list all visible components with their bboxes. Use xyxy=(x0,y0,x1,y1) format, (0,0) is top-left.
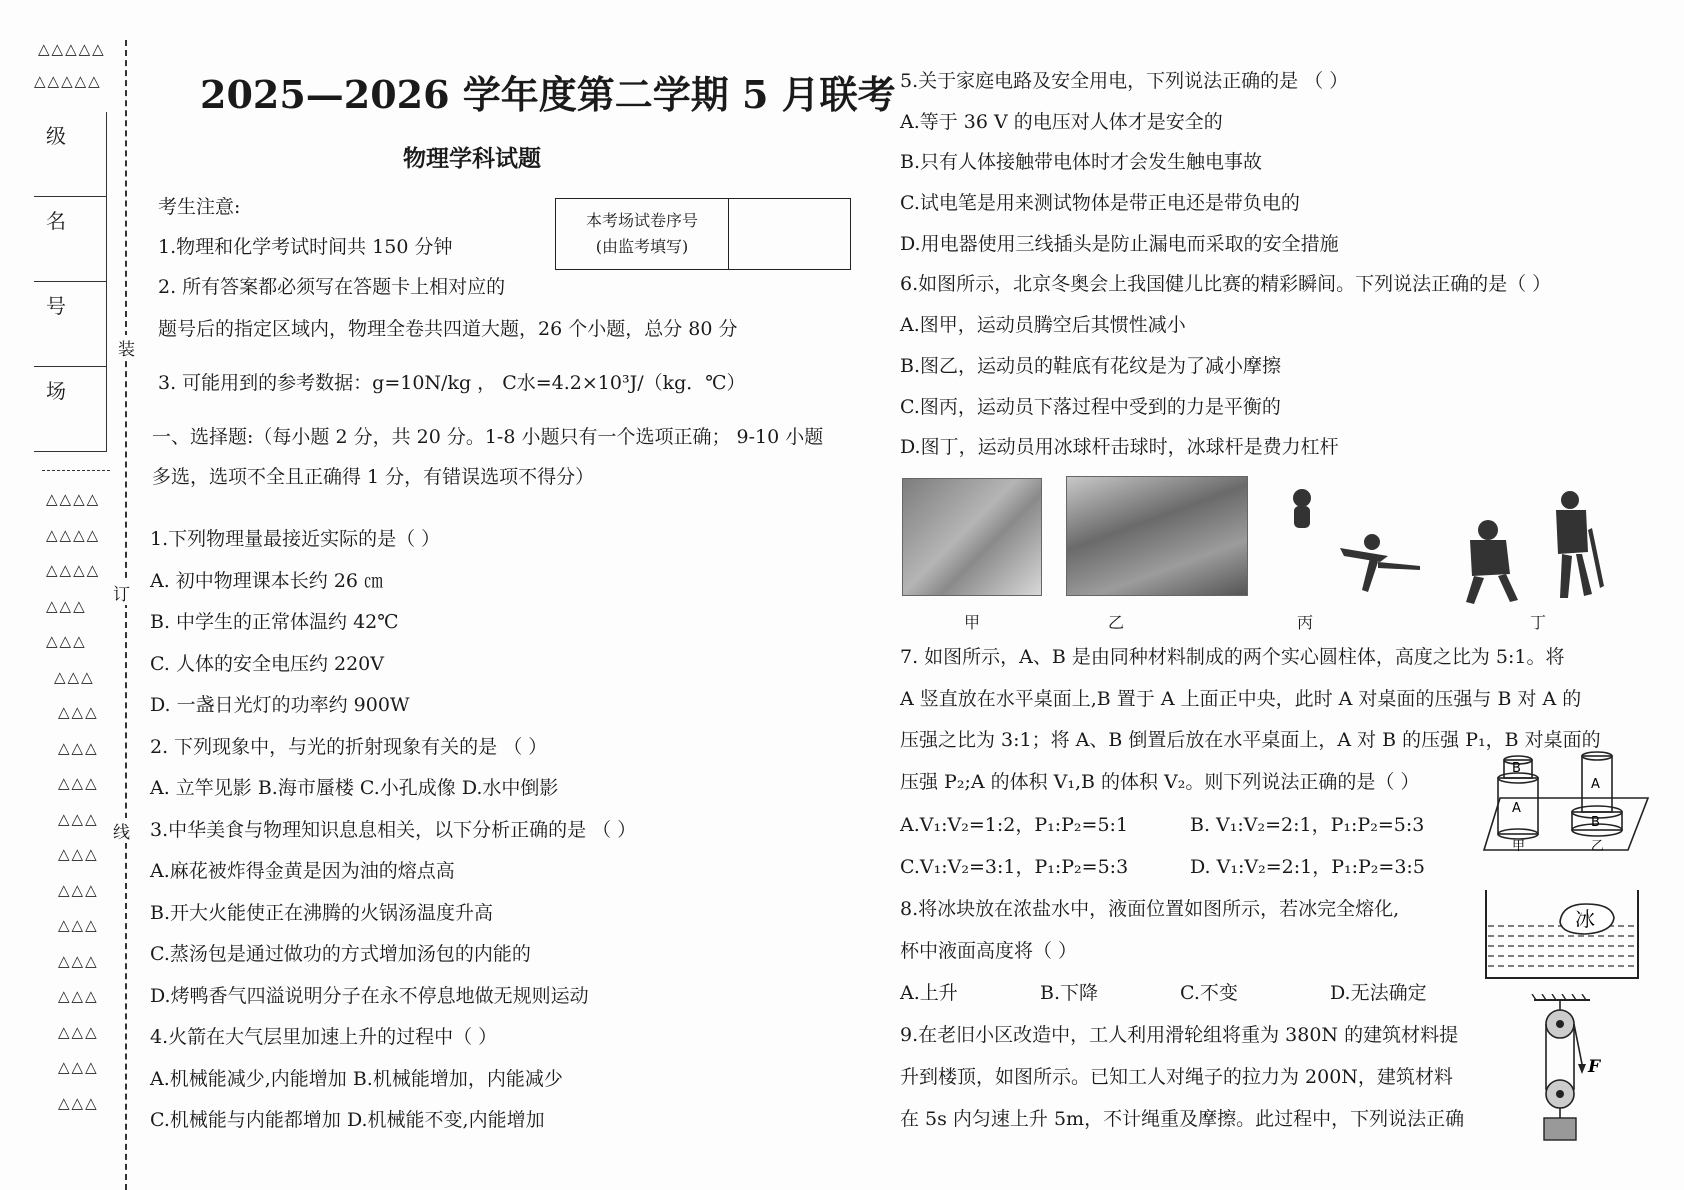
photo-yi xyxy=(1066,476,1248,596)
cyl-b-label-left: B xyxy=(1512,761,1521,776)
question-line: A.等于 36 V 的电压对人体才是安全的 xyxy=(900,110,1223,133)
triangle-row: △△△ xyxy=(58,774,99,792)
question-line: C. 人体的安全电压约 220V xyxy=(150,652,384,675)
fig-label-jia: 甲 xyxy=(1512,839,1526,854)
caption-jia: 甲 xyxy=(964,613,981,632)
question-line: A. 立竿见影 B.海市蜃楼 C.小孔成像 D.水中倒影 xyxy=(150,777,559,799)
q8-option-d: D.无法确定 xyxy=(1330,982,1427,1004)
triangle-row: △△△ xyxy=(46,596,87,615)
seat-number-value xyxy=(729,199,851,270)
caption-ding: 丁 xyxy=(1530,613,1547,632)
field-class xyxy=(34,112,106,197)
q7-option-a: A.V₁:V₂=1:2，P₁:P₂=5:1 xyxy=(900,814,1129,836)
field-name xyxy=(34,197,106,282)
triangle-row: △△△△ xyxy=(46,561,101,579)
field-number xyxy=(34,282,106,367)
question-line: B.图乙，运动员的鞋底有花纹是为了减小摩擦 xyxy=(900,354,1282,377)
binding-word-xian: 线 xyxy=(113,818,130,843)
triangle-row: △△△ xyxy=(58,987,99,1005)
seat-label-line1: 本考场试卷序号 xyxy=(585,211,698,230)
question-line: 4.火箭在大气层里加速上升的过程中（ ） xyxy=(150,1026,498,1048)
binding-word-zhuang: 装 xyxy=(118,335,135,360)
notes-item-1: 1.物理和化学考试时间共 150 分钟 xyxy=(158,236,453,258)
cyl-a-label-right: A xyxy=(1591,777,1600,792)
notes-item-2-line2: 题号后的指定区域内，物理全卷共四道大题，26 个小题，总分 80 分 xyxy=(158,318,738,340)
page-subtitle: 物理学科试题 xyxy=(403,145,541,172)
triangle-row: △△△△ xyxy=(46,525,101,544)
question-line: D. 一盏日光灯的功率约 900W xyxy=(150,694,410,716)
question-line: A.机械能减少,内能增加 B.机械能增加，内能减少 xyxy=(150,1067,563,1090)
margin-triangle-column xyxy=(46,490,100,1129)
question-line: A.图甲，运动员腾空后其惯性减小 xyxy=(900,314,1186,337)
q8-option-c: C.不变 xyxy=(1180,982,1238,1004)
margin-divider xyxy=(42,470,110,471)
table-top xyxy=(1484,798,1648,850)
question-line: B. 中学生的正常体温约 42℃ xyxy=(150,611,399,633)
force-f-label: F xyxy=(1588,1057,1601,1077)
question-line: A 竖直放在水平桌面上,B 置于 A 上面正中央，此时 A 对桌面的压强与 B 对 A 的 xyxy=(900,687,1582,710)
q8-line-1: 8.将冰块放在浓盐水中，液面位置如图所示，若冰完全熔化, xyxy=(900,898,1400,920)
right-question-list xyxy=(900,66,1551,473)
section1-heading-line1: 一、选择题:（每小题 2 分，共 20 分。1-8 小题只有一个选项正确； 9-10 小题 xyxy=(152,426,824,448)
fig-label-yi: 乙 xyxy=(1591,839,1605,854)
question-line: B.只有人体接触带电体时才会发生触电事故 xyxy=(900,151,1263,174)
q8-option-a: A.上升 xyxy=(900,982,958,1004)
question-line: 升到楼顶，如图所示。已知工人对绳子的拉力为 200N，建筑材料 xyxy=(900,1066,1453,1088)
question-line: 压强之比为 3:1；将 A、B 倒置后放在水平桌面上，A 对 B 的压强 P₁，B 对桌面的 xyxy=(900,729,1601,752)
question-line: C.蒸汤包是通过做功的方式增加汤包的内能的 xyxy=(150,943,531,965)
question-line: C.图丙，运动员下落过程中受到的力是平衡的 xyxy=(900,395,1281,418)
binding-fields xyxy=(34,112,107,452)
triangle-row: △△△ xyxy=(54,667,95,686)
page-title: 2025—2026 学年度第二学期 5 月联考 xyxy=(200,72,896,117)
question-line: D.用电器使用三线插头是防止漏电而采取的安全措施 xyxy=(900,232,1339,255)
field-room-label: 场 xyxy=(46,379,66,403)
binding-line xyxy=(125,40,127,1190)
triangle-row: △△△ xyxy=(58,845,99,863)
q7-option-d: D. V₁:V₂=2:1，P₁:P₂=3:5 xyxy=(1190,856,1425,878)
question-line: A. 初中物理课本长约 26 ㎝ xyxy=(150,569,384,592)
q7-option-c: C.V₁:V₂=3:1，P₁:P₂=5:3 xyxy=(900,856,1129,878)
q7-cylinders-figure xyxy=(1478,750,1658,854)
triangle-row: △△△ xyxy=(58,1058,99,1076)
section1-heading-line2: 多选，选项不全且正确得 1 分，有错误选项不得分） xyxy=(152,466,595,488)
question-line: 2. 下列现象中，与光的折射现象有关的是 （ ） xyxy=(150,735,548,758)
notes-item-3: 3. 可能用到的参考数据：g=10N/kg ， C水=4.2×10³J/（kg．℃） xyxy=(158,372,746,394)
triangle-row: △△△ xyxy=(58,951,99,970)
q9-pulley-figure xyxy=(1520,994,1620,1144)
question-line: B.开大火能使正在沸腾的火锅汤温度升高 xyxy=(150,901,494,924)
q8-line-2: 杯中液面高度将（ ） xyxy=(900,940,1078,962)
seat-label-line2: (由监考填写) xyxy=(595,237,689,256)
question-line: 在 5s 内匀速上升 5m，不计绳重及摩擦。此过程中，下列说法正确 xyxy=(900,1108,1465,1130)
question-line: 压强 P₂;A 的体积 V₁,B 的体积 V₂。则下列说法正确的是（ ） xyxy=(900,771,1420,794)
seat-number-label xyxy=(556,199,729,270)
question-line: 6.如图所示，北京冬奥会上我国健儿比赛的精彩瞬间。下列说法正确的是（ ） xyxy=(900,273,1552,296)
question-line: C.试电笔是用来测试物体是带正电还是带负电的 xyxy=(900,192,1300,215)
binding-word-ding: 订 xyxy=(113,580,130,605)
q7-option-b: B. V₁:V₂=2:1，P₁:P₂=5:3 xyxy=(1190,814,1425,836)
cyl-b-label-right: B xyxy=(1591,815,1600,830)
photo-bing-ding xyxy=(1270,470,1640,610)
question-line: 3.中华美食与物理知识息息相关，以下分析正确的是 （ ） xyxy=(150,818,637,841)
notes-item-2-line1: 2. 所有答案都必须写在答题卡上相对应的 xyxy=(158,276,506,298)
caption-bing: 丙 xyxy=(1297,613,1314,632)
field-number-label: 号 xyxy=(46,294,66,318)
field-name-label: 名 xyxy=(46,209,66,233)
seat-number-box xyxy=(555,198,851,270)
triangle-row: △△△ xyxy=(58,880,99,899)
ice-label: 冰 xyxy=(1575,907,1595,931)
cyl-a-label-left: A xyxy=(1512,801,1521,816)
triangle-row: △△△ xyxy=(46,632,87,650)
question-line: 5.关于家庭电路及安全用电，下列说法正确的是 （ ） xyxy=(900,70,1349,92)
caption-yi: 乙 xyxy=(1108,613,1125,632)
q8-ice-cup-figure xyxy=(1482,888,1642,980)
q8-option-b: B.下降 xyxy=(1040,982,1099,1004)
margin-triangles-top-1: △△△△△ xyxy=(38,40,106,58)
question-line: D.图丁，运动员用冰球杆击球时，冰球杆是费力杠杆 xyxy=(900,436,1339,459)
triangle-row: △△△ xyxy=(58,809,99,828)
field-room xyxy=(34,367,106,452)
question-line: A.麻花被炸得金黄是因为油的熔点高 xyxy=(150,860,455,882)
triangle-row: △△△ xyxy=(58,916,99,934)
left-question-list xyxy=(150,524,636,1147)
photo-jia xyxy=(902,478,1042,596)
triangle-row: △△△△ xyxy=(46,490,101,508)
triangle-row: △△△ xyxy=(58,1093,99,1112)
notes-heading: 考生注意: xyxy=(158,196,241,218)
triangle-row: △△△ xyxy=(58,1022,99,1041)
question-line: C.机械能与内能都增加 D.机械能不变,内能增加 xyxy=(150,1109,545,1131)
skater-silhouettes xyxy=(1293,489,1604,604)
question-line: 1.下列物理量最接近实际的是（ ） xyxy=(150,528,441,550)
margin-triangles-top-2: △△△△△ xyxy=(34,72,102,90)
triangle-row: △△△ xyxy=(58,703,99,721)
field-class-label: 级 xyxy=(46,124,66,148)
question-line: D.烤鸭香气四溢说明分子在永不停息地做无规则运动 xyxy=(150,984,589,1007)
question-line: 7. 如图所示，A、B 是由同种材料制成的两个实心圆柱体，高度之比为 5:1。将 xyxy=(900,646,1565,668)
q9-stem xyxy=(900,1020,1464,1146)
triangle-row: △△△ xyxy=(58,738,99,757)
question-line: 9.在老旧小区改造中，工人利用滑轮组将重为 380N 的建筑材料提 xyxy=(900,1024,1459,1046)
